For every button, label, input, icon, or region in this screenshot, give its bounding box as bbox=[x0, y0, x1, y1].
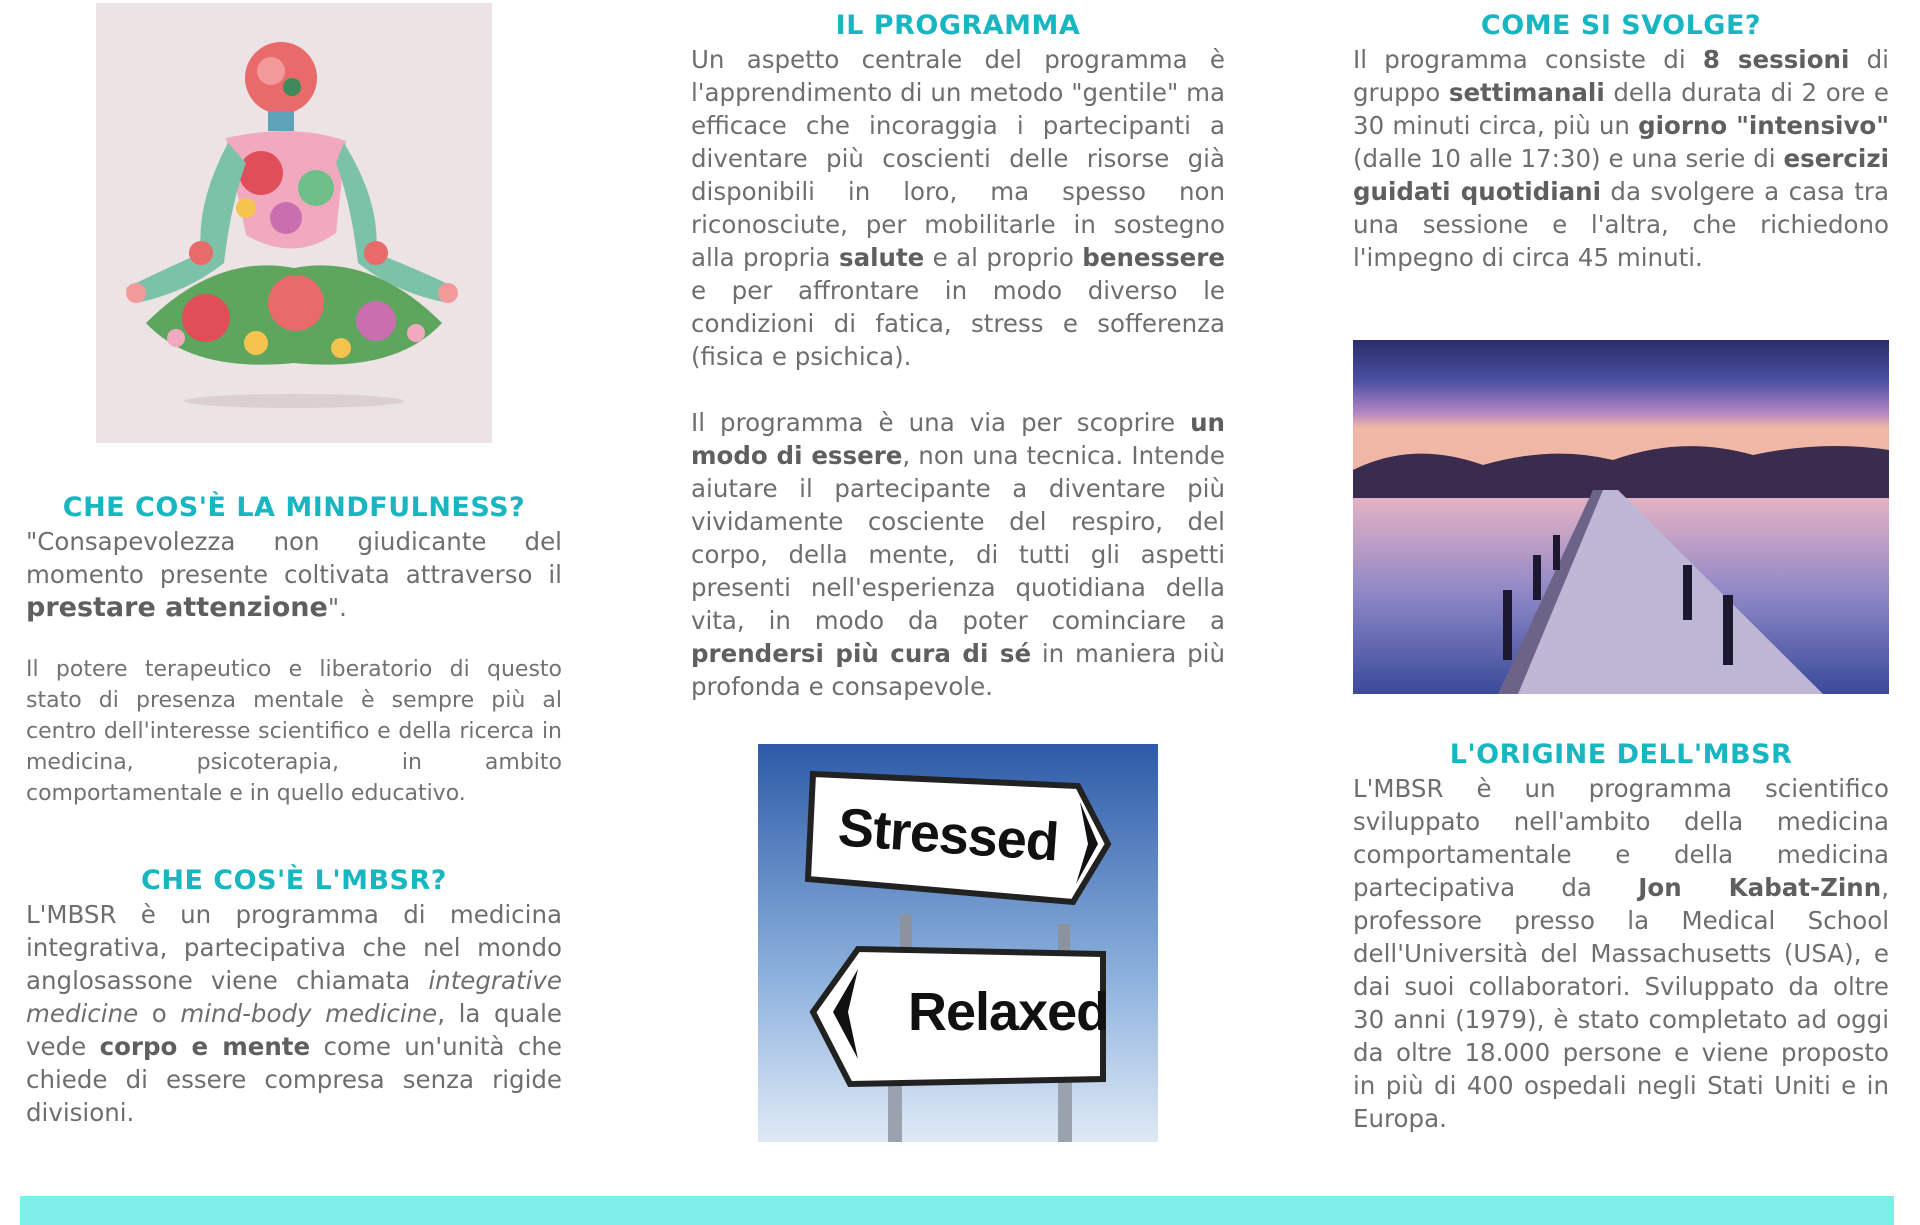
origine-title: L'ORIGINE DELL'MBSR bbox=[1449, 739, 1793, 770]
svolgimento-title: COME SI SVOLGE? bbox=[1480, 10, 1762, 41]
programma-title: IL PROGRAMMA bbox=[835, 10, 1081, 41]
programma-paragraph-2: Il programma è una via per scoprire un modo di essere, non una tecnica. Intende aiutare il partecipante a diventare più vividamente cosciente del respiro, del corpo, della mente, di tutti gli aspetti presenti nell'esperienza quotidiana della vita, in modo da poter cominciare a prendersi più cura di sé in maniera più profonda e consapevole. bbox=[691, 408, 1225, 701]
stressed-relaxed-signs-image bbox=[758, 744, 1158, 1142]
mbsr-title: CHE COS'È L'MBSR? bbox=[141, 865, 447, 896]
mindfulness-title: CHE COS'È LA MINDFULNESS? bbox=[62, 492, 526, 523]
sign-relaxed-label: Relaxed bbox=[908, 982, 1109, 1042]
section-programma bbox=[691, 9, 1225, 703]
bottom-accent-band bbox=[20, 1196, 1894, 1225]
lake-pier-image bbox=[1353, 340, 1889, 694]
mindfulness-paragraph: Il potere terapeutico e liberatorio di questo stato di presenza mentale è sempre più al centro dell'interesse scientifico e della ricerca in medicina, psicoterapia, in ambito comportamentale e in quello educativo. bbox=[26, 657, 562, 806]
section-origine bbox=[1353, 738, 1889, 1135]
section-mindfulness bbox=[26, 491, 562, 809]
meditation-floral-image bbox=[96, 3, 492, 443]
origine-paragraph: L'MBSR è un programma scientifico sviluppato nell'ambito della medicina comportamentale e della medicina partecipativa da Jon Kabat-Zinn, professore presso la Medical School dell'Università del Massachusetts (USA), e dai suoi collaboratori. Sviluppato da oltre 30 anni (1979), è stato completato ad oggi da oltre 18.000 persone e viene proposto in più di 400 ospedali negli Stati Uniti e in Europa. bbox=[1353, 774, 1889, 1133]
programma-paragraph-1: Un aspetto centrale del programma è l'apprendimento di un metodo "gentile" ma efficace che incoraggia i partecipanti a diventare più coscienti delle risorse già disponibili in loro, ma spesso non riconosciute, per mobilitarle in sostegno alla propria salute e al proprio benessere e per affrontare in modo diverso le condizioni di fatica, stress e sofferenza (fisica e psichica). bbox=[691, 45, 1225, 371]
section-svolgimento bbox=[1353, 9, 1889, 274]
mindfulness-quote: "Consapevolezza non giudicante del momento presente coltivata attraverso il prestare attenzione". bbox=[26, 527, 562, 623]
sign-stressed-label: Stressed bbox=[836, 797, 1060, 873]
svolgimento-paragraph: Il programma consiste di 8 sessioni di gruppo settimanali della durata di 2 ore e 30 minuti circa, più un giorno "intensivo" (dalle 10 alle 17:30) e una serie di esercizi guidati quotidiani da svolgere a casa tra una sessione e l'altra, che richiedono l'impegno di circa 45 minuti. bbox=[1353, 45, 1890, 272]
mbsr-paragraph: L'MBSR è un programma di medicina integrativa, partecipativa che nel mondo anglosassone viene chiamata integrative medicine o mind-body medicine, la quale vede corpo e mente come un'unità che chiede di essere compresa senza rigide divisioni. bbox=[26, 900, 562, 1127]
section-mbsr bbox=[26, 864, 562, 1129]
